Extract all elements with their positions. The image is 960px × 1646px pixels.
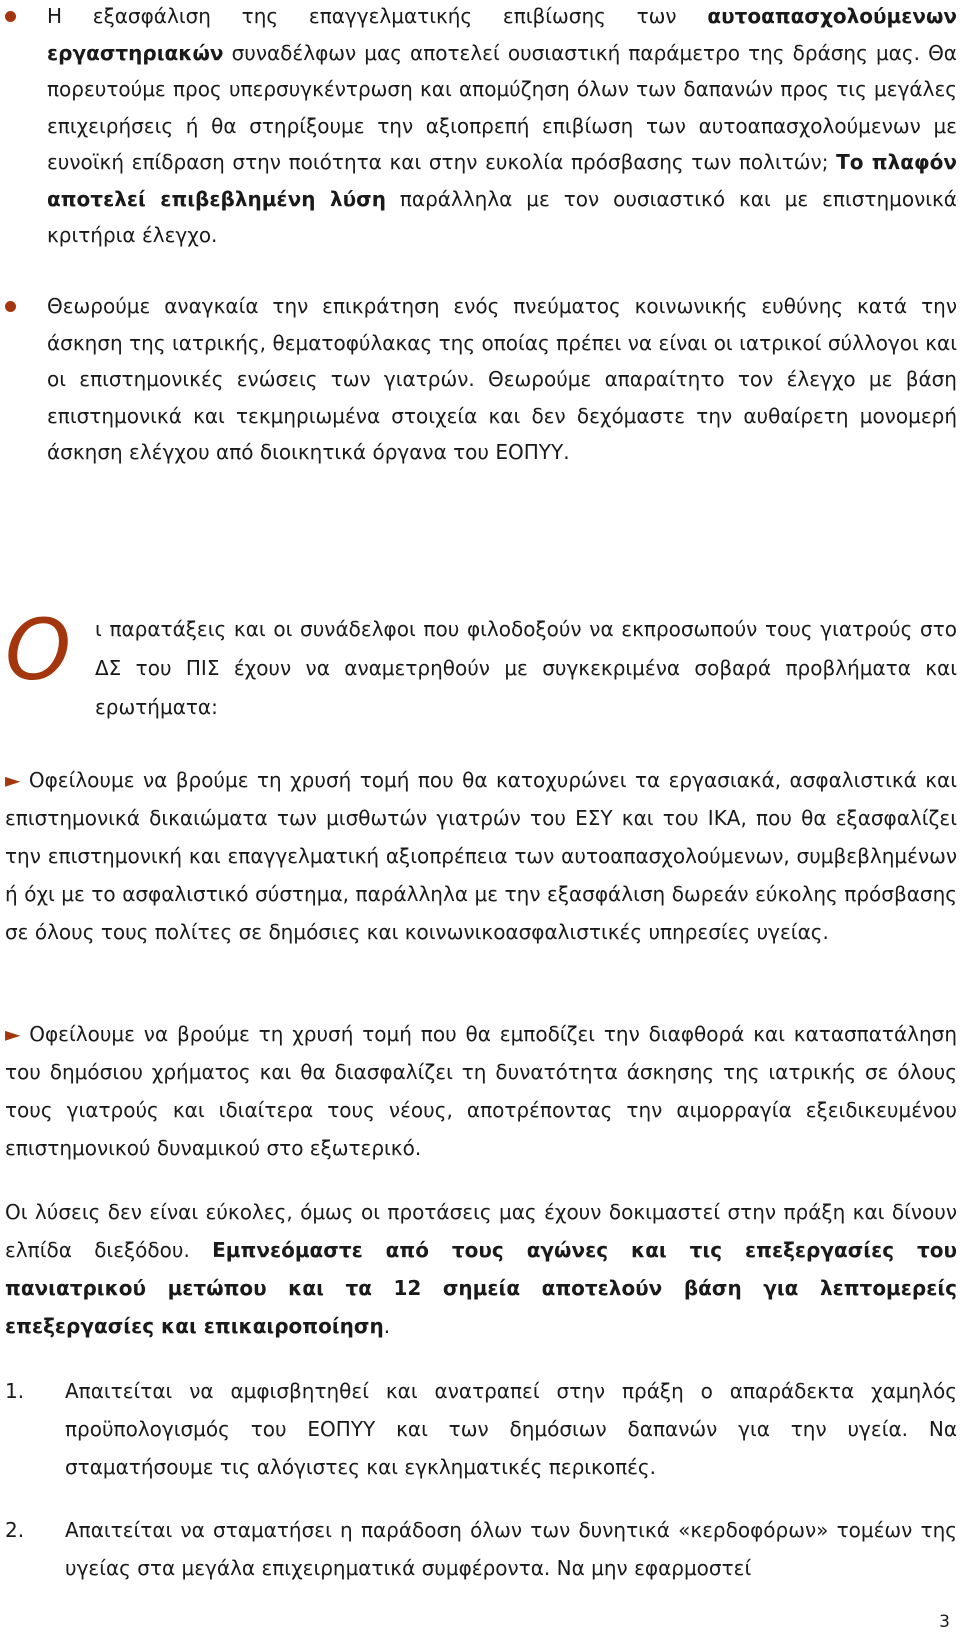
numbered-item-2	[5, 1511, 957, 1587]
item-text: Απαιτείται να αμφισβητηθεί και ανατραπεί στην πράξη ο απαράδεκτα χαμηλός προϋπολογισμός του ΕΟΠΥΥ και των δημόσιων δαπανών για την υγεία. Να σταματήσουμε τις αλόγιστες και εγκληματικές περικοπές.	[65, 1379, 957, 1479]
closing-paragraph	[5, 1193, 957, 1345]
intro-paragraph	[5, 601, 957, 727]
item-text: Απαιτείται να σταματήσει η παράδοση όλων των δυνητικά «κερδοφόρων» τομέων της υγείας στα μεγάλα επιχειρηματικά συμφέροντα. Να μην εφαρμοστεί	[65, 1518, 957, 1580]
intro-text: ι παρατάξεις και οι συνάδελφοι που φιλοδοξούν να εκπροσωπούν τους γιατρούς στο ΔΣ του ΠΙΣ έχουν να αναμετρηθούν με συγκεκριμένα σοβαρά προβλήματα και ερωτήματα:	[95, 617, 957, 719]
arrow-paragraph-1	[5, 761, 957, 951]
arrow-paragraph-2	[5, 1015, 957, 1167]
text-run: παράλληλα με τον ουσιαστικό και με επιστημονικά κριτήρια έλεγχο.	[47, 186, 957, 247]
bold-text-run: αυτοαπασχολούμενων εργαστηριακών	[47, 4, 957, 65]
text-run: Οι λύσεις δεν είναι εύκολες, όμως οι προτάσεις μας έχουν δοκιμαστεί στην πράξη και δίνουν ελπίδα διεξόδου.	[5, 1200, 957, 1262]
item-number: 2.	[5, 1518, 25, 1542]
page-number: 3	[939, 1612, 950, 1632]
text-run: Οφείλουμε να βρούμε τη χρυσή τομή που θα κατοχυρώνει τα εργασιακά, ασφαλιστικά και επιστημονικά δικαιώματα των μισθωτών γιατρών του ΕΣΥ και του ΙΚΑ, που θα εξασφαλίζει την επιστημονική και επαγγελματική αξιοπρέπεια των αυτοαπασχολούμενων, συμβεβλημένων ή όχι με το ασφαλιστικό σύστημα, παράλληλα με την εξασφάλιση δωρεάν εύκολης πρόσβασης σε όλους τους πολίτες σε δημόσιες και κοινωνικοασφαλιστικές υπηρεσίες υγείας.	[5, 768, 957, 944]
text-run: Η εξασφάλιση της επαγγελματικής επιβίωσης των	[47, 4, 708, 28]
drop-cap: Ο	[5, 601, 72, 699]
numbered-item-1	[5, 1372, 957, 1486]
text-run: .	[383, 1314, 391, 1338]
bullet-dot	[5, 11, 16, 22]
text-run: Οφείλουμε να βρούμε τη χρυσή τομή που θα εμποδίζει την διαφθορά και κατασπατάληση του δημόσιου χρήματος και θα διασφαλίζει τη δυνατότητα άσκησης της ιατρικής σε όλους τους γιατρούς και ιδιαίτερα τους νέους, αποτρέποντας την αιμορραγία εξειδικευμένου επιστημονικού δυναμικού στο εξωτερικό.	[5, 1022, 957, 1160]
item-number: 1.	[5, 1379, 25, 1403]
text-run: Θεωρούμε αναγκαία την επικράτηση ενός πνεύματος κοινωνικής ευθύνης κατά την άσκηση της ιατρικής, θεματοφύλακας της οποίας πρέπει να είναι οι ιατρικοί σύλλογοι και οι επιστημονικές ενώσεις των γιατρών. Θεωρούμε απαραίτητο τον έλεγχο με βάση επιστημονικά και τεκμηριωμένα στοιχεία και δεν δεχόμαστε την αυθαίρετη μονομερή άσκηση ελέγχου από διοικητικά όργανα του ΕΟΠΥΥ.	[47, 294, 957, 464]
text-run: συναδέλφων μας αποτελεί ουσιαστική παράμετρο της δράσης μας. Θα πορευτούμε προς υπερσυγκέντρωση και απομύζηση όλων των δαπανών προς τις μεγάλες επιχειρήσεις ή θα στηρίξουμε την αξιοπρεπή επιβίωση των αυτοαπασχολούμενων με ευνοϊκή επίδραση στην ποιότητα και στην ευκολία πρόσβασης των πολιτών;	[47, 40, 957, 174]
arrow-icon: ►	[5, 1022, 21, 1046]
arrow-icon: ►	[5, 768, 21, 792]
bold-text-run: Εμπνεόμαστε από τους αγώνες και τις επεξεργασίες του πανιατρικού μετώπου και τα 12 σημεία αποτελούν βάση για λεπτομερείς επεξεργασίες και επικαιροποίηση	[5, 1238, 957, 1338]
bold-text-run: Το πλαφόν αποτελεί επιβεβλημένη λύση	[47, 150, 957, 211]
bullet-dot	[5, 301, 16, 312]
bullet-paragraph-2	[47, 288, 957, 471]
bullet-paragraph-1	[47, 0, 957, 254]
